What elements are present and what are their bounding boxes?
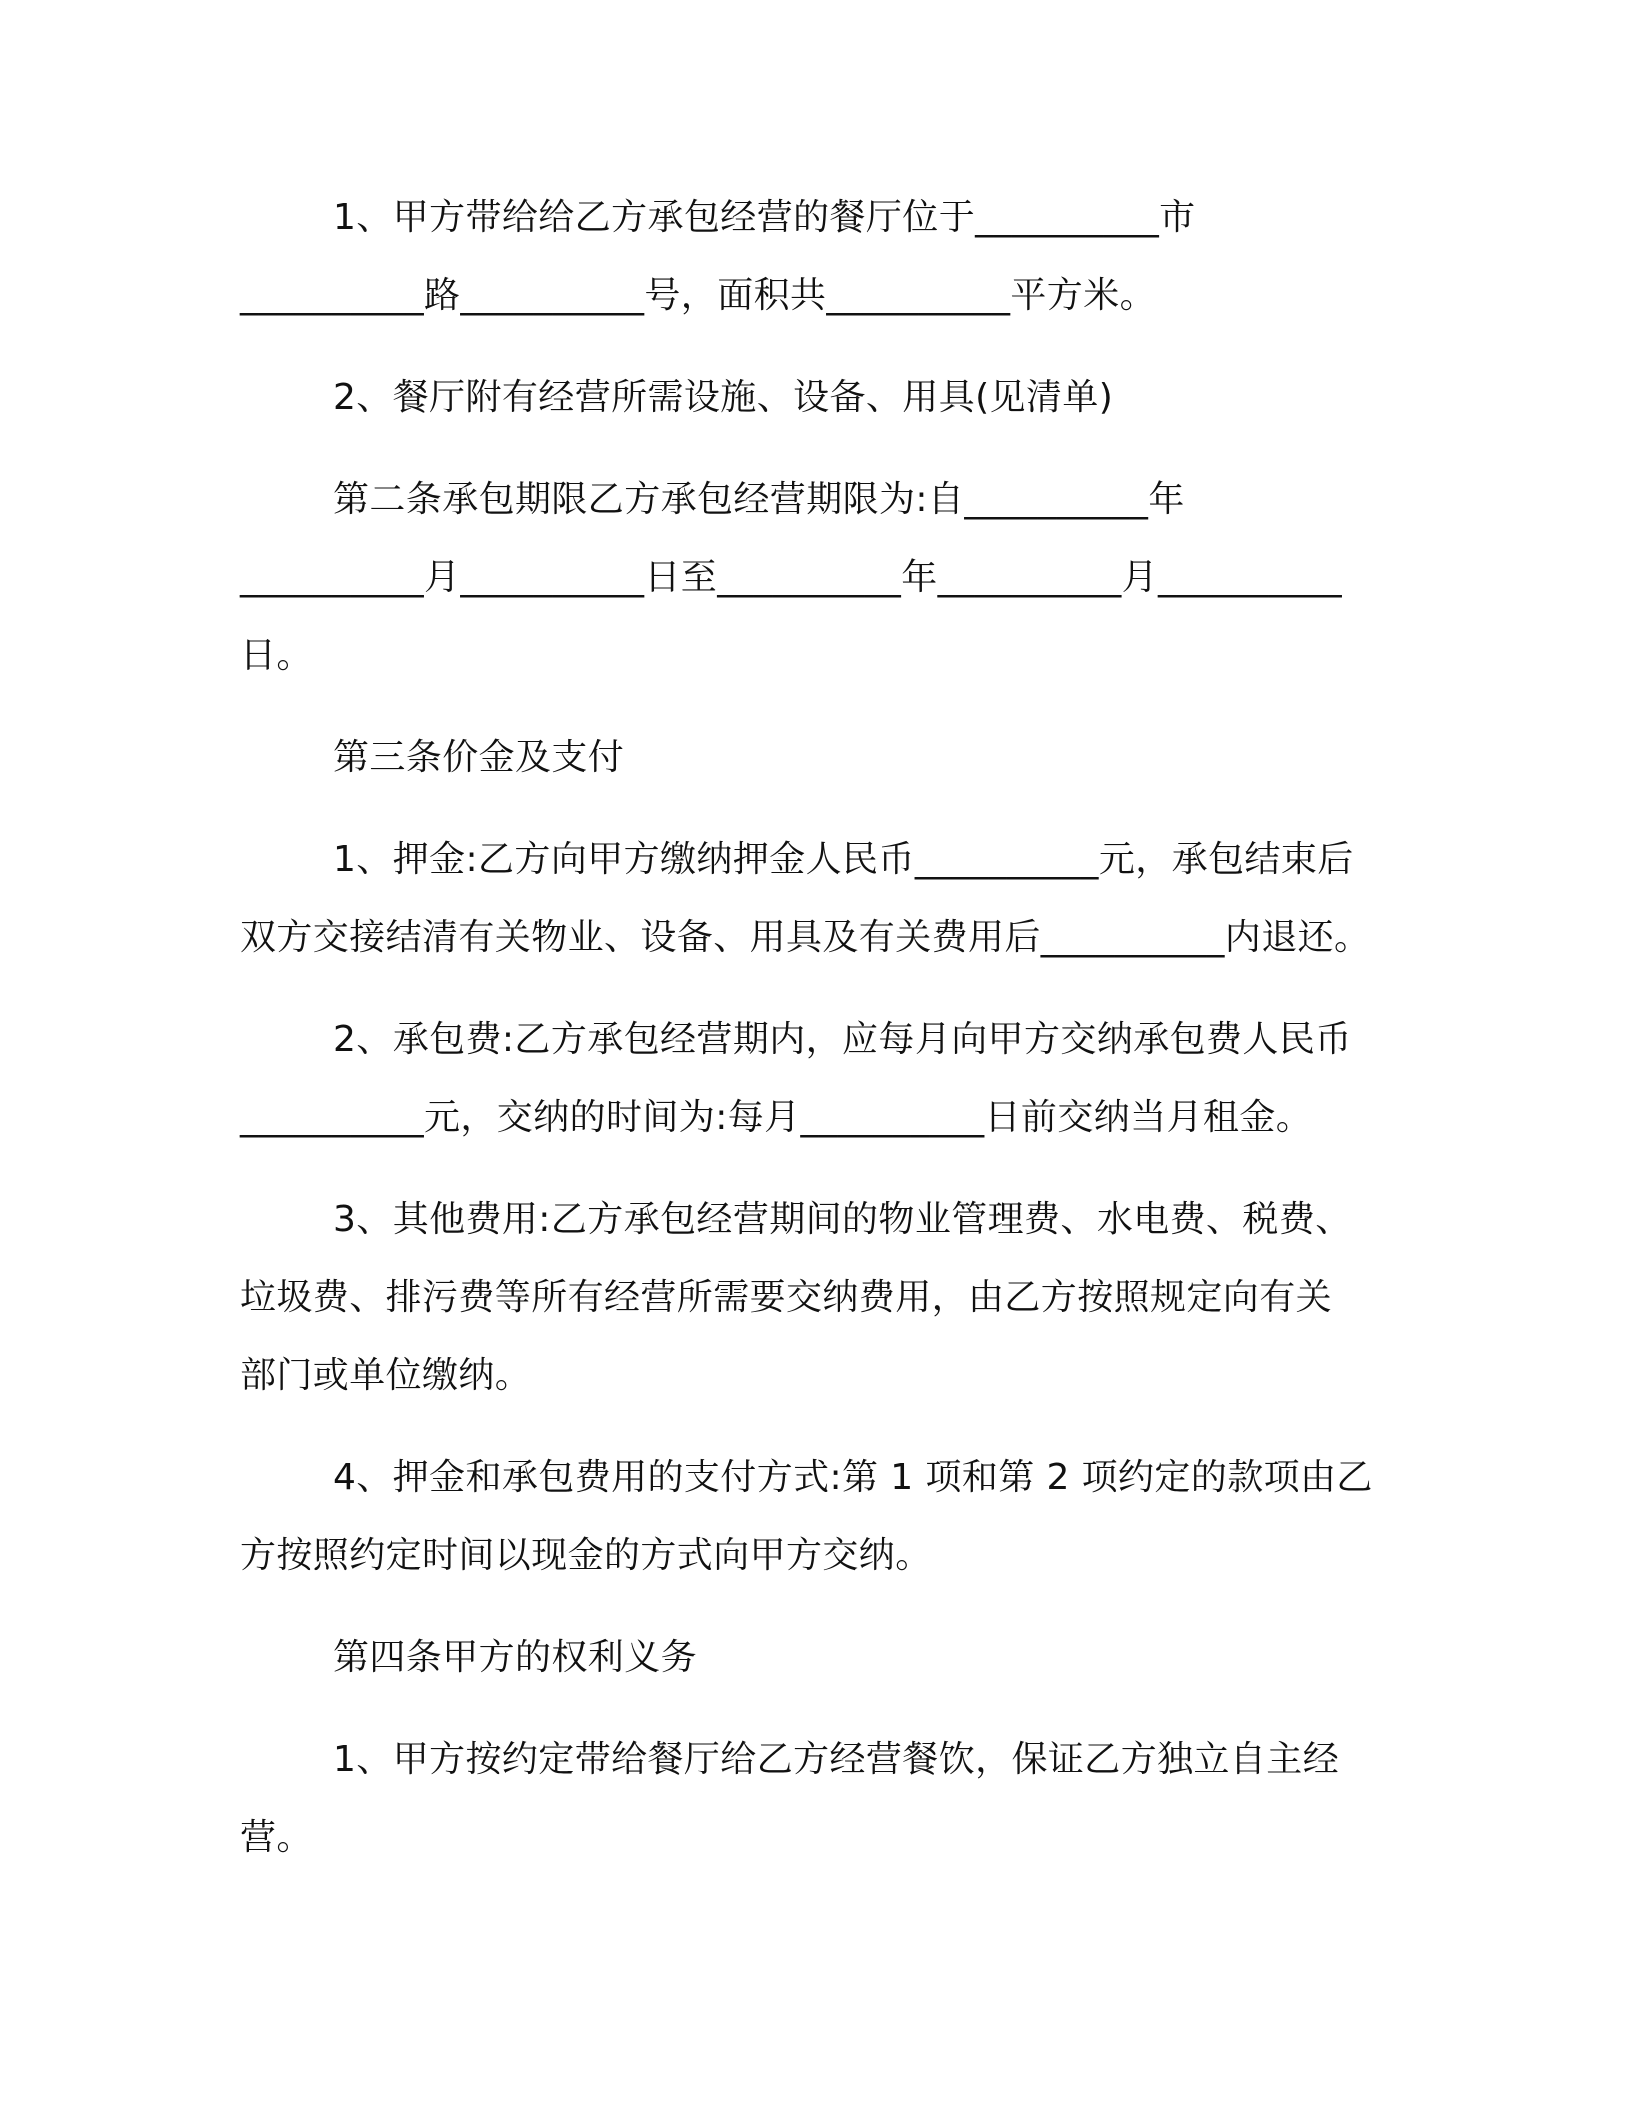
paragraph-line: __________元，交纳的时间为:每月__________日前交纳当月租金。 <box>240 1097 1313 1138</box>
paragraph-line: 营。 <box>240 1817 313 1858</box>
paragraph-line: 垃圾费、排污费等所有经营所需要交纳费用，由乙方按照规定向有关 <box>240 1277 1333 1318</box>
paragraph-line: __________月__________日至__________年__________月__________ <box>240 557 1342 598</box>
section-heading: 第四条甲方的权利义务 <box>333 1637 698 1678</box>
paragraph-line: 2、餐厅附有经营所需设施、设备、用具(见清单) <box>333 377 1114 418</box>
paragraph-line: 1、甲方按约定带给餐厅给乙方经营餐饮，保证乙方独立自主经 <box>333 1739 1340 1780</box>
paragraph-line: 4、押金和承包费用的支付方式:第 1 项和第 2 项约定的款项由乙 <box>333 1457 1373 1498</box>
section-heading-line: 第二条承包期限乙方承包经营期限为:自__________年 <box>333 479 1185 520</box>
paragraph-line: 2、承包费:乙方承包经营期内，应每月向甲方交纳承包费人民币 <box>333 1019 1352 1060</box>
paragraph-line: 方按照约定时间以现金的方式向甲方交纳。 <box>240 1535 932 1576</box>
paragraph-line: 3、其他费用:乙方承包经营期间的物业管理费、水电费、税费、 <box>333 1199 1352 1240</box>
paragraph-line: 1、押金:乙方向甲方缴纳押金人民币__________元，承包结束后 <box>333 839 1354 880</box>
section-heading: 第三条价金及支付 <box>333 737 625 778</box>
paragraph-line: 双方交接结清有关物业、设备、用具及有关费用后__________内退还。 <box>240 917 1371 958</box>
paragraph-line: 1、甲方带给给乙方承包经营的餐厅位于__________市 <box>333 197 1196 238</box>
paragraph-line: 部门或单位缴纳。 <box>240 1355 532 1396</box>
paragraph-line: 日。 <box>240 635 313 676</box>
paragraph-line: __________路__________号，面积共__________平方米。 <box>240 275 1156 316</box>
